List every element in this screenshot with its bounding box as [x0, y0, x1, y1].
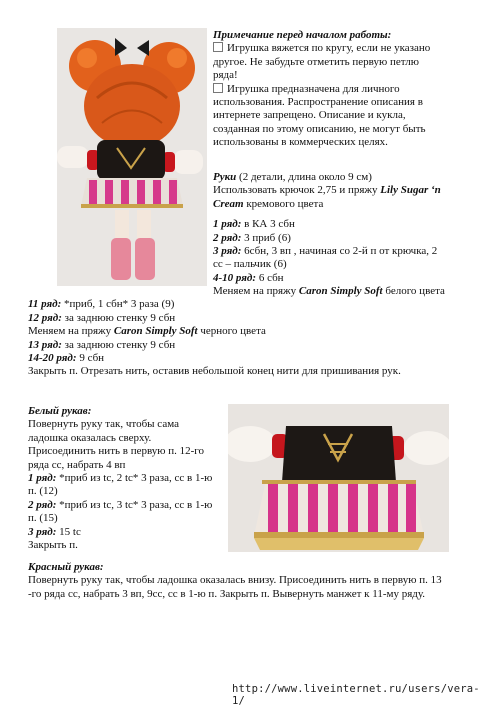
arms-intro: Использовать крючок 2,75 и пряжу	[213, 184, 381, 197]
note-item-1: Игрушка вяжется по кругу, если не указано другое. Не забудьте отметить первую петлю ряда!	[213, 42, 431, 82]
white-sleeve-end: Закрыть п.	[28, 539, 78, 552]
row-text: *приб из tc, 3 tc* 3 раза, сс в 1-ю п. (15)	[28, 498, 213, 525]
row-text: за заднюю стенку 9 сбн	[61, 338, 176, 351]
doll-back-photo	[57, 28, 207, 286]
white-sleeve-section	[28, 405, 220, 552]
yarn-name: Caron Simply Soft	[298, 285, 383, 297]
arms-title: Руки	[213, 171, 237, 183]
note-item-2: Игрушка предназначена для личного использования. Распространение описания в интернете запрещено. Описание и кукла, созданная по этому описанию, не могут быть использованы в коммерческих целях.	[213, 82, 426, 149]
row-label: 13 ряд:	[28, 338, 62, 351]
checkbox-icon	[213, 42, 223, 52]
row-label: 4-10 ряд:	[213, 271, 257, 284]
white-sleeve-line: Присоединить нить в первую п. 12-го ряда сс, набрать 4 вп	[28, 445, 205, 471]
arms-section	[213, 171, 448, 285]
row-label: 2 ряд:	[28, 498, 57, 511]
row-text: *приб из tc, 2 tc* 3 раза, сс в 1-ю п. (12)	[28, 472, 213, 498]
row-label: 3 ряд:	[213, 245, 242, 258]
row-text: 3 приб (6)	[241, 231, 291, 244]
white-sleeve-title: Белый рукав:	[28, 405, 92, 417]
red-sleeve-title: Красный рукав:	[28, 561, 104, 573]
row-label: 14-20 ряд:	[28, 352, 77, 365]
arms-subtitle: (2 детали, длина около 9 см)	[236, 171, 372, 183]
note-title: Примечание перед началом работы:	[213, 29, 392, 41]
red-sleeve-text: Повернуть руку так, чтобы ладошка оказалась внизу. Присоединить нить в первую п. 13 -го ряда сс, набрать 3 вп, 9сс, сс в 1-ю п. Закрыть п. Вывернуть манжет к 11-му ряду.	[28, 574, 442, 600]
row-label: 1 ряд:	[213, 218, 242, 231]
row-label: 1 ряд:	[28, 472, 57, 485]
yarn-change: Меняем на пряжу	[213, 285, 299, 297]
yarn-change-end: черного цвета	[197, 325, 266, 338]
row-text: *приб, 1 сбн* 3 раза (9)	[61, 298, 175, 311]
row-label: 3 ряд:	[28, 525, 57, 538]
yarn-name: Caron Simply Soft	[113, 325, 198, 338]
row-text: 6сбн, 3 вп , начиная со 2-й п от крючка, 2 сс – пальчик (6)	[213, 245, 438, 271]
row-label: 2 ряд:	[213, 231, 242, 244]
doll-dress-photo	[228, 404, 449, 552]
checkbox-icon	[213, 83, 223, 93]
arms-closing: Закрыть п. Отрезать нить, оставив небольшой конец нити для пришивания рук.	[28, 365, 401, 378]
red-sleeve-section	[28, 561, 448, 601]
arms-intro-end: кремового цвета	[243, 197, 324, 210]
row-text: 6 сбн	[256, 271, 284, 284]
yarn-change: Меняем на пряжу	[28, 325, 114, 338]
arms-continued	[28, 285, 448, 379]
yarn-name: Lily Sugar ‘n Cream	[213, 184, 441, 210]
white-sleeve-line: Повернуть руку так, чтобы сама ладошка оказалась сверху.	[28, 418, 179, 444]
row-text: 9 сбн	[76, 352, 105, 365]
row-label: 11 ряд:	[28, 298, 62, 311]
row-text: за заднюю стенку 9 сбн	[61, 311, 176, 324]
note-block	[213, 29, 445, 150]
yarn-change-end: белого цвета	[382, 285, 445, 297]
source-url: http://www.liveinternet.ru/users/vera-1/	[232, 683, 480, 707]
row-text: в КА 3 сбн	[241, 218, 295, 231]
row-text: 15 tc	[56, 525, 81, 538]
row-label: 12 ряд:	[28, 311, 62, 324]
